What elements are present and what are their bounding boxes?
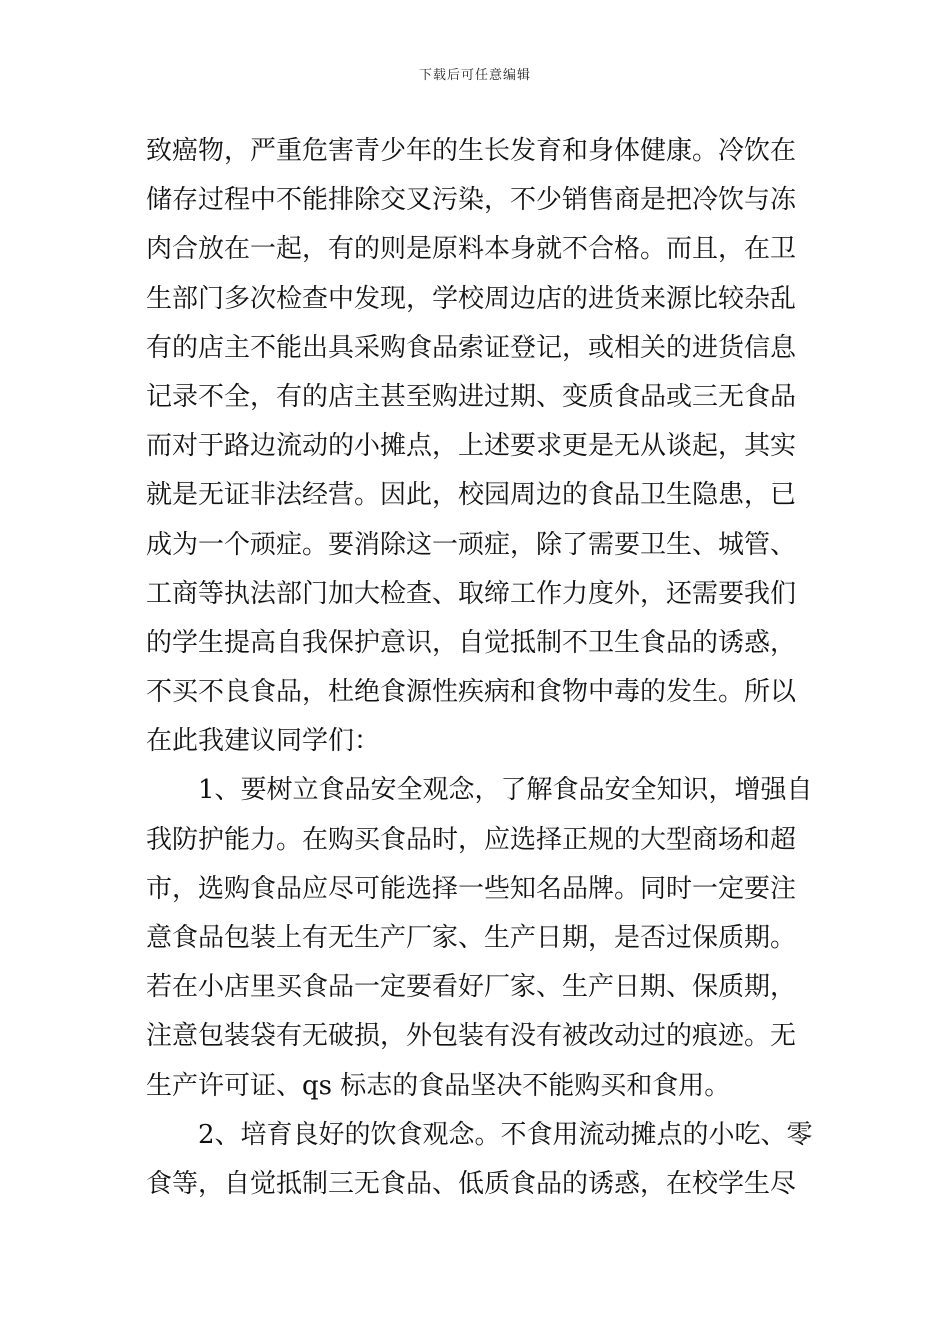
text-line: 生产许可证、qs 标志的食品坚决不能购买和食用。 [146,1070,731,1101]
text-line: 不买不良食品，杜绝食源性疾病和食物中毒的发生。所以 [146,677,797,708]
text-line: 注意包装袋有无破损，外包装有没有被改动过的痕迹。无 [146,1021,797,1052]
text-line: 市，选购食品应尽可能选择一些知名品牌。同时一定要注 [146,873,797,904]
page-header: 下载后可任意编辑 [418,68,531,83]
text-line: 生部门多次检查中发现，学校周边店的进货来源比较杂乱 [146,283,797,314]
text-line: 就是无证非法经营。因此，校园周边的食品卫生隐患，已 [146,480,797,511]
text-line: 致癌物，严重危害青少年的生长发育和身体健康。冷饮在 [146,136,797,166]
text-line: 食等，自觉抵制三无食品、低质食品的诱惑，在校学生尽 [146,1168,797,1199]
text-line: 肉合放在一起，有的则是原料本身就不合格。而且，在卫 [146,234,797,265]
text-line: 意食品包装上有无生产厂家、生产日期，是否过保质期。 [146,923,797,953]
text-line: 我防护能力。在购买食品时，应选择正规的大型商场和超 [146,824,797,855]
text-line: 而对于路边流动的小摊点，上述要求更是无从谈起，其实 [146,431,797,462]
text-line: 有的店主不能出具采购食品索证登记，或相关的进货信息 [146,332,797,363]
text-line: 若在小店里买食品一定要看好厂家、生产日期、保质期， [146,972,797,1003]
text-line: 记录不全，有的店主甚至购进过期、变质食品或三无食品 [146,381,797,412]
text-line: 的学生提高自我保护意识，自觉抵制不卫生食品的诱惑， [146,627,797,658]
text-line: 工商等执法部门加大检查、取缔工作力度外，还需要我们 [146,578,797,609]
text-line: 成为一个顽症。要消除这一顽症，除了需要卫生、城管、 [146,529,797,560]
numbered-item-1-start: 1、要树立食品安全观念，了解食品安全知识，增强自 [198,775,813,806]
text-line: 在此我建议同学们： [146,726,381,757]
text-line: 储存过程中不能排除交叉污染，不少销售商是把冷饮与冻 [146,185,797,216]
numbered-item-2-start: 2、培育良好的饮食观念。不食用流动摊点的小吃、零 [198,1119,813,1150]
document-body [146,127,813,1209]
